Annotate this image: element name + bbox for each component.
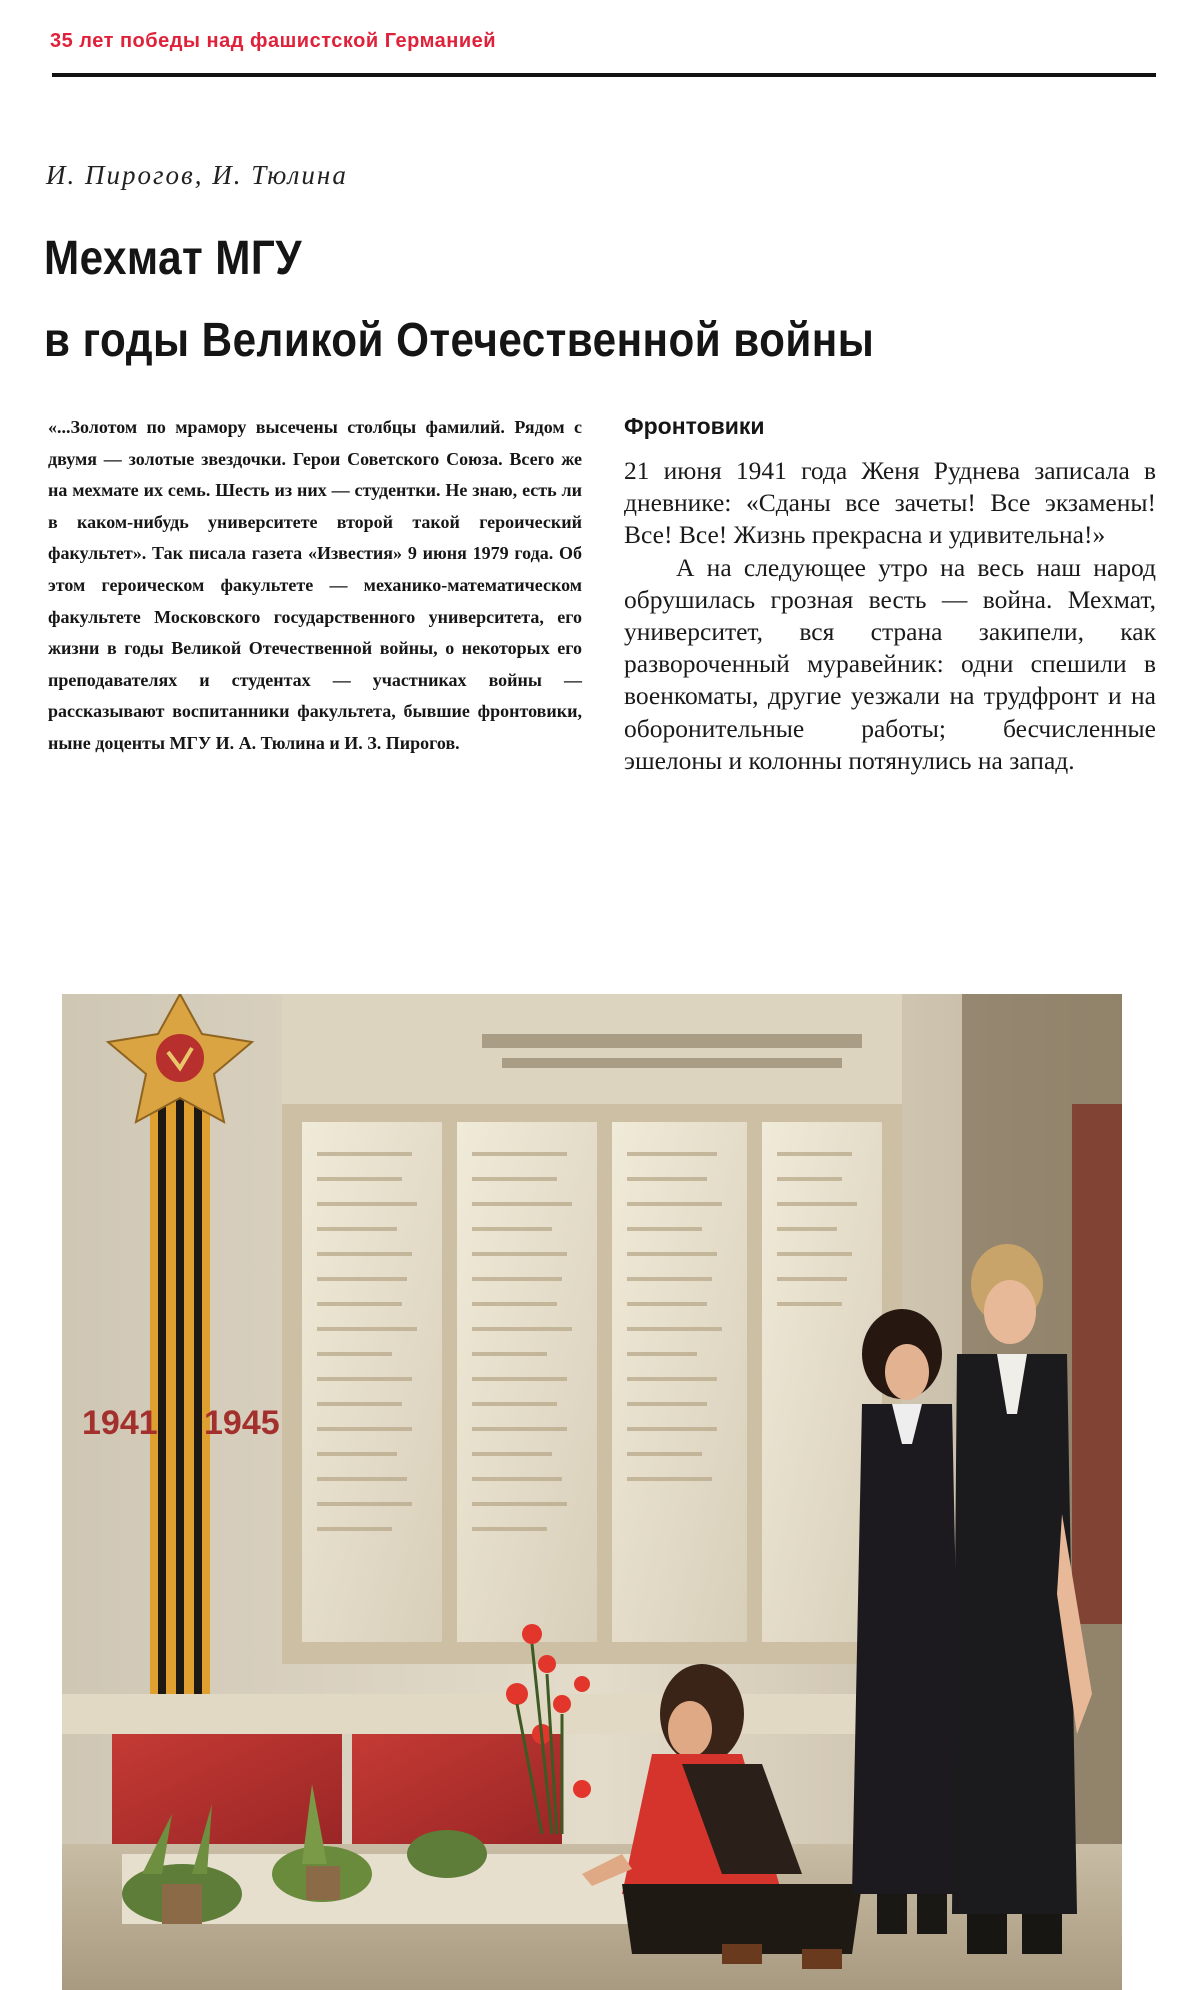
title-line-1: Мехмат МГУ (44, 232, 303, 285)
name-plaques (302, 1122, 882, 1642)
doorway (1072, 1104, 1122, 1624)
section-body (624, 455, 1156, 777)
ribbon-of-st-george (150, 1074, 210, 1774)
rubric-header: 35 лет победы над фашистской Германией (50, 30, 497, 52)
red-granite-panel-right (352, 1734, 562, 1844)
section-heading: Фронтовики (624, 413, 765, 439)
memorial-photo (62, 994, 1122, 1990)
article-title (44, 218, 874, 382)
year-start-label: 1941 (82, 1404, 158, 1442)
body-paragraph-1: 21 июня 1941 года Женя Руднева записала в дневнике: «Сданы все зачеты! Все экзамены! Все! Все! Жизнь прекрасна и удивительна!» (624, 456, 1156, 550)
inscription-slab (282, 994, 902, 1114)
lead-paragraph: «...Золотом по мрамору высечены столбцы фамилий. Рядом с двумя — золотые звездочки. Герои Советского Союза. Всего же на мехмате их семь. Шесть из них — студентки. Не знаю, есть ли в каком-нибудь университете второй такой героический факультет». Так писала газета «Известия» 9 июня 1979 года. Об этом героическом факультете — механико-математическом факультете Московского государственного университета, его жизни в годы Великой Отечественной войны, о некоторых его преподавателях и студентах — участниках войны — рассказывают воспитанники факультета, бывшие фронтовики, ныне доценты МГУ И. А. Тюлина и И. З. Пирогов. (48, 417, 582, 753)
title-line-2: в годы Великой Отечественной войны (44, 314, 875, 367)
year-end-label: 1945 (204, 1404, 280, 1442)
memorial-photo-illustration (62, 994, 1122, 1990)
header-rule (52, 73, 1156, 77)
article-authors: И. Пирогов, И. Тюлина (46, 160, 348, 190)
body-paragraph-2: А на следующее утро на весь наш народ обрушилась грозная весть — война. Мехмат, университет, вся страна закипели, как развороченный муравейник: одни спешили в военкоматы, другие уезжали на трудфронт и на оборонительные работы; бесчисленные эшелоны и колонны потянулись на запад. (624, 552, 1156, 775)
